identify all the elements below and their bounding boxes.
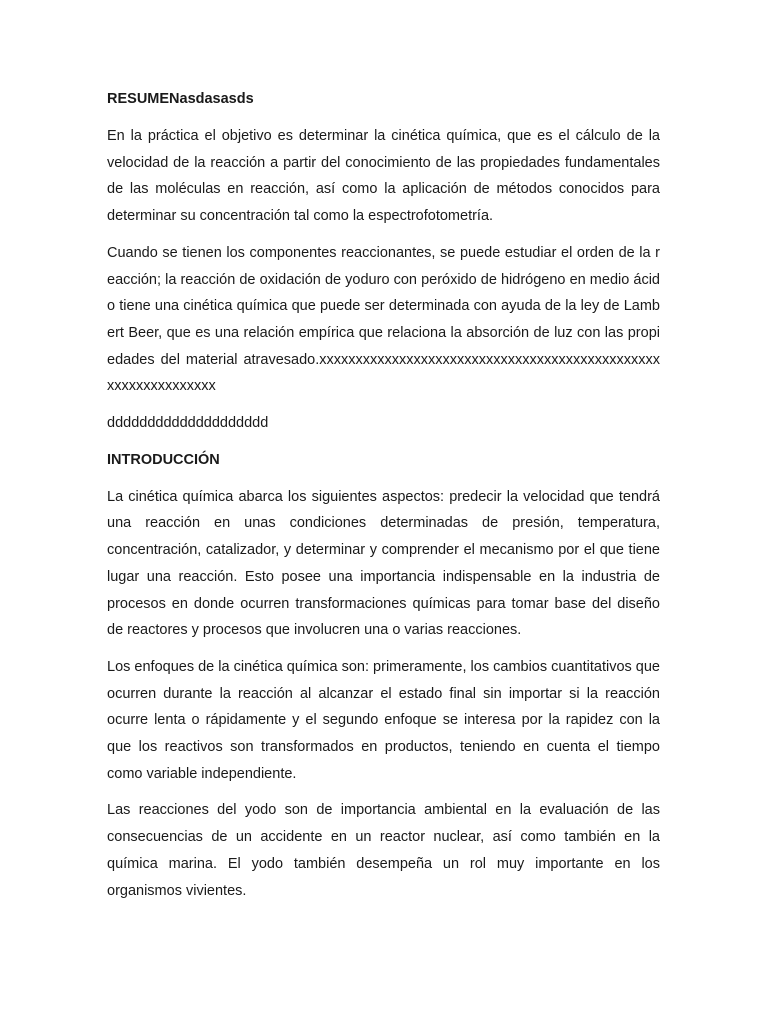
resumen-paragraph-2: Cuando se tienen los componentes reaccionantes, se puede estudiar el orden de la reacción; la reacción de oxidación de yoduro con peróxido de hidrógeno en medio ácido tiene una cinética química que puede ser determinada con ayuda de la ley de Lambert Beer, que es una relación empírica que relaciona la absorción de luz con las propiedades del material atravesado.xxxxxxxxxxxxxxxxxxxxxxxxxxxxxxxxxxxxxxxxxxxxxxxxxxxxxxxxxxxxxx — [107, 244, 660, 395]
resumen-paragraph-3: dddddddddddddddddddd — [107, 415, 269, 432]
introduccion-paragraph-2: Los enfoques de la cinética química son: primeramente, los cambios cuantitativos que ocurren durante la reacción al alcanzar el estado final sin importar si la reacción ocurre lenta o rápidamente y el segundo enfoque se interesa por la rapidez con la que los reactivos son transformados en productos, teniendo en cuenta el tiempo como variable independiente. — [107, 658, 660, 782]
introduccion-paragraph-3: Las reacciones del yodo son de importancia ambiental en la evaluación de las consecuencias de un accidente en un reactor nuclear, así como también en la química marina. El yodo también desempeña un rol muy importante en los organismos vivientes. — [107, 802, 660, 899]
section-heading-resumen: RESUMENasdasasds — [107, 91, 254, 107]
document-page — [107, 86, 660, 914]
section-heading-introduccion: INTRODUCCIÓN — [107, 451, 220, 468]
introduccion-paragraph-1: La cinética química abarca los siguientes aspectos: predecir la velocidad que tendrá una reacción en unas condiciones determinadas de presión, temperatura, concentración, catalizador, y determinar y comprender el mecanismo por el que tiene lugar una reacción. Esto posee una importancia indispensable en la industria de procesos en donde ocurren transformaciones químicas para tomar base del diseño de reactores y procesos que involucren una o varias reacciones. — [107, 488, 660, 639]
resumen-paragraph-1: En la práctica el objetivo es determinar la cinética química, que es el cálculo de la velocidad de la reacción a partir del conocimiento de las propiedades fundamentales de las moléculas en reacción, así como la aplicación de métodos conocidos para determinar su concentración tal como la espectrofotometría. — [107, 128, 660, 225]
